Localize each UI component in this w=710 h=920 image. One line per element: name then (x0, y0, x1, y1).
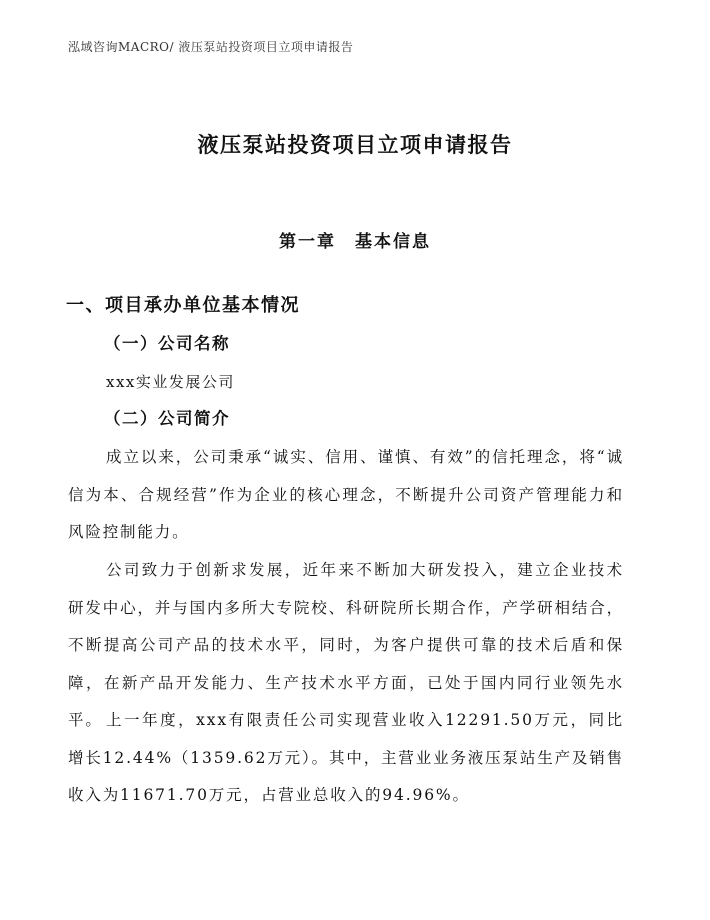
section-heading-project-unit: 一、项目承办单位基本情况 (66, 295, 300, 316)
subsection-heading-company-name: （一）公司名称 (104, 334, 230, 353)
profile-paragraph-innovation: 公司致力于创新求发展，近年来不断加大研发投入，建立企业技术研发中心，并与国内多所大专院校、科研院所长期合作，产学研相结合，不断提高公司产品的技术水平，同时，为客户提供可靠的技术后盾和保障，在新产品开发能力、生产技术水平方面，已处于国内同行业领先水平。 (68, 561, 624, 730)
subsection-heading-company-profile: （二）公司简介 (104, 409, 230, 428)
company-name-text: xxx实业发展公司 (106, 373, 235, 391)
chapter-heading: 第一章 基本信息 (279, 232, 431, 252)
document-title: 液压泵站投资项目立项申请报告 (197, 133, 513, 157)
profile-paragraph-philosophy: 成立以来，公司秉承“诚实、信用、谨慎、有效”的信托理念，将“诚信为本、合规经营”作为企业的核心理念，不断提升公司资产管理能力和风险控制能力。 (68, 448, 624, 542)
running-header: 泓域咨询MACRO/ 液压泵站投资项目立项申请报告 (68, 40, 354, 54)
profile-paragraph-revenue: 上一年度，xxx有限责任公司实现营业收入12291.50万元，同比增长12.44%（1359.62万元）。其中，主营业业务液压泵站生产及销售收入为11671.70万元，占营业总收入的94.96%。 (68, 711, 624, 805)
